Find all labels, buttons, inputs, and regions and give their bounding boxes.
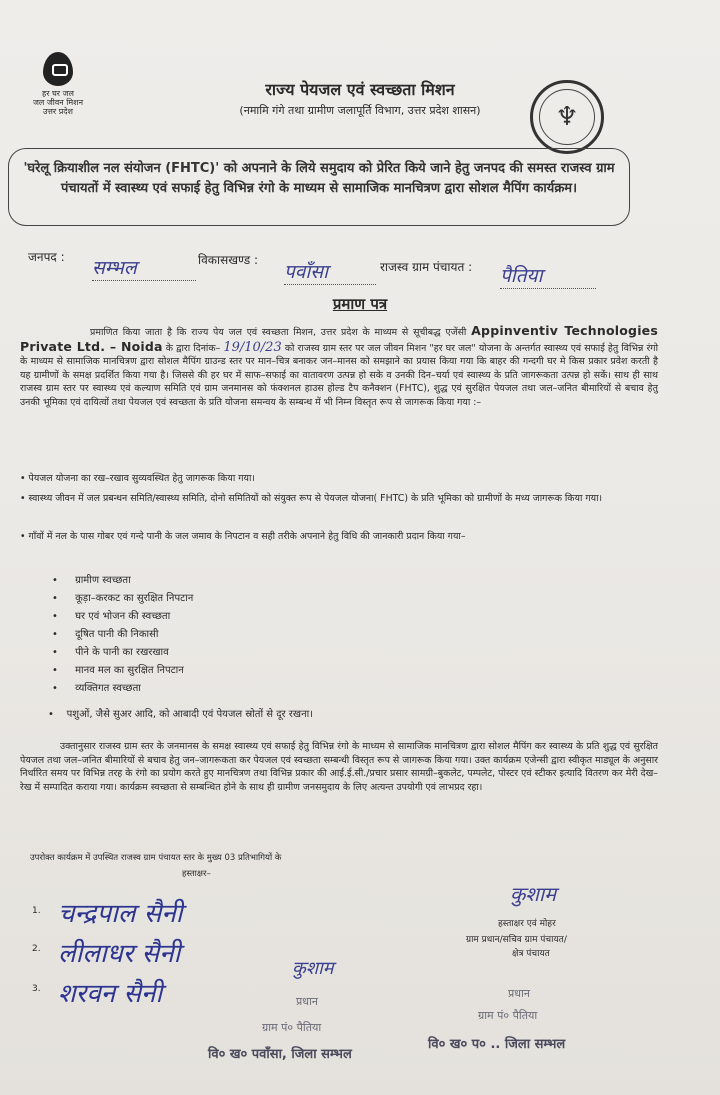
- stamp-right-line-2: ग्राम पं० पैतिया: [478, 1009, 538, 1022]
- sign-caption-2: ग्राम प्रधान/सचिव ग्राम पंचायत/: [466, 935, 567, 945]
- list-item: • घर एवं भोजन की स्वच्छता: [52, 608, 193, 626]
- participant-1-num: 1.: [32, 906, 41, 916]
- list-item: • व्यक्तिगत स्वच्छता: [52, 680, 193, 698]
- participant-1-signature: चन्द्रपाल सैनी: [58, 899, 183, 929]
- block-value: पवाँसा: [284, 258, 376, 285]
- list-item: • ग्रामीण स्वच्छता: [52, 572, 193, 590]
- district-field: [28, 248, 65, 265]
- seal-emblem-icon: ♆: [539, 89, 595, 145]
- panchayat-label: राजस्व ग्राम पंचायत :: [380, 260, 473, 274]
- panchayat-value: पैतिया: [500, 262, 596, 289]
- sign-caption-3: क्षेत्र पंचायत: [512, 949, 550, 959]
- hygiene-list: [52, 572, 193, 698]
- certificate-paragraph-2: उक्तानुसार राजस्व ग्राम स्तर के जनमानस के समक्ष स्वास्थ्य एवं सफाई हेतु विभिन्न रंगो के माध्यम से सामाजिक मानचित्रण द्वारा सोशल मैपिंग कर स्वास्थ्य के प्रति शुद्ध एवं सुरक्षित पेयजल तथा जल–जनित बीमारियों से बचाव हेतु जन–जागरूकता कर पेयजल एवं स्वच्छता सम्बन्धी विस्तृत रूप से जागरूक किया गया। उक्त कार्यक्रम एजेन्सी द्वारा स्वीकृत माड्यूल के अनुसार निर्धारित समय पर विभिन्न तरह के रंगो का प्रयोग करते हुए मानचित्रण तथा विभिन्न प्रकार की आई.ई.सी./प्रचार प्रसार सामग्री–बुकलेट, पम्पलेट, पोस्टर एवं स्टीकर इत्यादि वितरण कर मेरी देख–रेख में सम्पादित कराया गया। कार्यक्रम स्वच्छता से सम्बन्धित होने के साथ ही ग्रामीण जनसमुदाय के लिए अत्यन्त उपयोगी एवं लाभप्रद रहा।: [20, 741, 658, 793]
- district-label: जनपद :: [28, 250, 65, 264]
- stamp-left-line-3: वि० ख० पवाँसा, जिला सम्भल: [208, 1047, 352, 1062]
- pradhan-signature: कुशाम: [510, 882, 557, 906]
- block-label: विकासखण्ड :: [198, 253, 259, 267]
- document-title: राज्य पेयजल एवं स्वच्छता मिशन: [265, 80, 455, 99]
- last-list-item: • पशुओं, जैसे सुअर आदि, को आबादी एवं पेयजल स्रोतों से दूर रखना।: [48, 709, 313, 720]
- participant-2-num: 2.: [32, 944, 41, 954]
- participant-2-signature: लीलाधर सैनी: [58, 939, 181, 969]
- list-item: • कूड़ा–करकट का सुरक्षित निपटान: [52, 590, 193, 608]
- stamp-right-line-3: वि० ख० प० .. जिला सम्भल: [428, 1037, 566, 1052]
- stamp-left-line-2: ग्राम पं० पैतिया: [262, 1021, 322, 1034]
- sign-caption-1: हस्ताक्षर एवं मोहर: [498, 919, 556, 929]
- bullet-2: • स्वास्थ्य जीवन में जल प्रबन्धन समिति/स्वास्थ्य समिति, दोनो समितियों को संयुक्त रूप से पेयजल योजना( FHTC) के प्रति भूमिका को ग्रामीणों के मध्य जागरूक किया गया।: [20, 493, 603, 504]
- participant-3-signature: शरवन सैनी: [58, 979, 163, 1009]
- stamp-right-line-1: प्रधान: [508, 987, 530, 1000]
- certificate-paragraph-1: [20, 324, 658, 409]
- logo-text-1: हर घर जल: [42, 89, 74, 98]
- signature-label: हस्ताक्षर–: [182, 869, 211, 879]
- participants-label: उपरोक्त कार्यक्रम में उपस्थित राजस्व ग्राम पंचायत स्तर के मुख्य 03 प्रतिभागियों के: [30, 853, 282, 863]
- up-government-seal: [530, 80, 604, 154]
- district-value: सम्भल: [92, 254, 196, 281]
- certificate-heading: प्रमाण पत्र: [332, 295, 388, 313]
- list-item: • मानव मल का सुरक्षित निपटान: [52, 662, 193, 680]
- document-subtitle: (नमामि गंगे तथा ग्रामीण जलापूर्ति विभाग, उत्तर प्रदेश शासन): [239, 104, 481, 117]
- logo-text-3: उत्तर प्रदेश: [43, 107, 73, 116]
- logo-text-2: जल जीवन मिशन: [32, 98, 84, 107]
- program-date: 19/10/23: [223, 339, 282, 355]
- p1-body: को राजस्व ग्राम स्तर पर जल जीवन मिशन "हर घर जल" योजना के अन्तर्गत स्वास्थ्य एवं सफाई हेतु विभिन्न रंगो के माध्यम से सामाजिक मानचित्रण द्वारा सोशल मैपिंग ग्राउन्ड स्तर पर मान–चित्र बनाकर जन–मानस को समझाने का प्रयास किया गया कि बाहर की गन्दगी घर मे किस प्रकार प्रवेश करती है यह ग्रामीणों के समक्ष प्रदर्शित किया गया है। जिससे की हर घर में साफ–सफाई का वातावरण उत्पन्न हो सके व उनकी दिन–चर्या एवं स्वास्थ्य के प्रति जागरूकता उत्पन्न हो सकें। साथ ही साथ राजस्व ग्राम स्तर पर स्वास्थ्य एवं कल्याण समिति एवं ग्राम जनमानस को फंक्शनल हाउस होल्ड टैप कनैक्शन (FHTC), शुद्ध एवं सुरक्षित पेयजल तथा जल–जनित बीमारियों से बचाव हेतु उनकी भूमिका एवं दायित्वों तथा पेयजल एवं स्वच्छता के प्रति योजना समन्वय के सम्बन्ध में भी निम्न विस्तृत रूप से जागरूक किया गया :–: [20, 342, 658, 408]
- program-banner: 'घरेलू क्रियाशील नल संयोजन (FHTC)' को अपनाने के लिये समुदाय को प्रेरित किये जाने हेतु जनपद की समस्त राजस्व ग्राम पंचायतों में स्वास्थ्य एवं सफाई हेतु विभिन्न रंगो के माध्यम से सामाजिक मानचित्रण द्वारा सोशल मैपिंग कार्यक्रम।: [8, 148, 630, 226]
- bullet-1: • पेयजल योजना का रख–रखाव सुव्यवस्थित हेतु जागरूक किया गया।: [20, 473, 255, 484]
- bullet-3: • गाँवों में नल के पास गोबर एवं गन्दे पानी के जल जमाव के निपटान व सही तरीके अपनाने हेतु विधि की जानकारी प्रदान किया गया–: [20, 531, 466, 542]
- list-item: • दूषित पानी की निकासी: [52, 626, 193, 644]
- stamp-left-line-1: प्रधान: [296, 995, 318, 1008]
- p1-date-label: के द्वारा दिनांक–: [165, 342, 221, 354]
- p1-intro: प्रमाणित किया जाता है कि राज्य पेय जल एवं स्वच्छता मिशन, उत्तर प्रदेश के माध्यम से सूचीबद्ध एजेंसी: [90, 327, 467, 338]
- participant-3-num: 3.: [32, 984, 41, 994]
- mid-signature: कुशाम: [292, 958, 334, 979]
- list-item: • पीने के पानी का रखरखाव: [52, 644, 193, 662]
- agency-name: Appinventiv Technologies Private Ltd. – Noida: [20, 323, 658, 354]
